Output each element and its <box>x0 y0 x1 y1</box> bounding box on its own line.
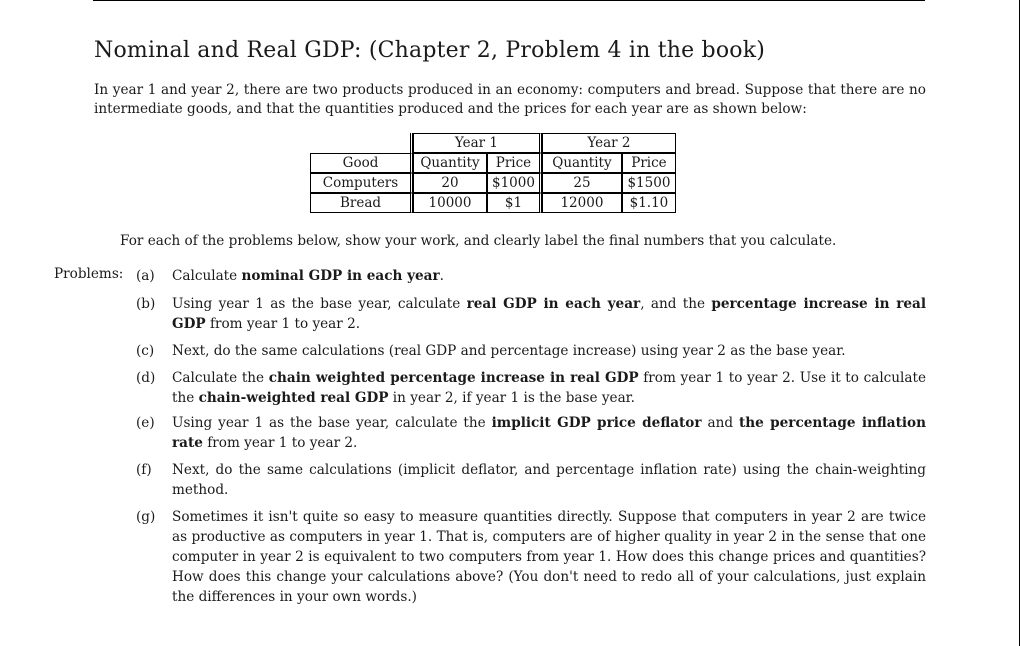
col-header-price-y2: Price <box>622 153 676 173</box>
problem-marker: (a) <box>136 268 155 284</box>
cell-quantity-y1: 10000 <box>413 193 487 213</box>
year-1-header: Year 1 <box>413 133 542 153</box>
col-header-quantity-y1: Quantity <box>413 153 487 173</box>
problem-g <box>136 507 926 607</box>
table-row <box>310 173 676 193</box>
cell-quantity-y1: 20 <box>413 173 487 193</box>
problem-text: Next, do the same calculations (implicit deflator, and percentage inflation rate) using the chain-weighting method. <box>172 462 926 498</box>
cell-price-y2: $1500 <box>622 173 676 193</box>
intro-paragraph: In year 1 and year 2, there are two products produced in an economy: computers and bread. Suppose that there are no intermediate goods, and that the quantities produced and the prices for each year are as shown below: <box>94 82 926 117</box>
problem-text: Calculate nominal GDP in each year. <box>172 268 444 284</box>
problem-marker: (d) <box>136 370 156 386</box>
problem-c <box>136 341 926 361</box>
table-column-header-row <box>310 153 676 173</box>
cell-good: Computers <box>310 173 413 193</box>
cell-good: Bread <box>310 193 413 213</box>
cell-quantity-y2: 12000 <box>542 193 622 213</box>
table-corner-cell <box>310 133 413 153</box>
page-title: Nominal and Real GDP: (Chapter 2, Problem 4 in the book) <box>94 38 766 63</box>
problem-e <box>136 413 926 453</box>
problem-marker: (c) <box>136 343 155 359</box>
col-header-good: Good <box>310 153 413 173</box>
problem-b <box>136 294 926 334</box>
problem-text: Next, do the same calculations (real GDP and percentage increase) using year 2 as the base year. <box>172 343 846 359</box>
problem-d <box>136 368 926 408</box>
problems-label: Problems: <box>54 266 124 282</box>
cell-price-y2: $1.10 <box>622 193 676 213</box>
problem-a <box>136 266 926 286</box>
problem-f <box>136 460 926 500</box>
col-header-price-y1: Price <box>487 153 542 173</box>
cell-quantity-y2: 25 <box>542 173 622 193</box>
problem-marker: (b) <box>136 296 156 312</box>
top-page-rule <box>93 0 925 1</box>
year-2-header: Year 2 <box>542 133 676 153</box>
quantities-prices-table <box>310 133 676 213</box>
problem-marker: (f) <box>136 462 152 478</box>
cell-price-y1: $1 <box>487 193 542 213</box>
problem-marker: (g) <box>136 509 156 525</box>
col-header-quantity-y2: Quantity <box>542 153 622 173</box>
problem-text: Using year 1 as the base year, calculate the implicit GDP price deflator and the percentage inflation rate from year 1 to year 2. <box>172 415 926 451</box>
problem-text: Using year 1 as the base year, calculate real GDP in each year, and the percentage increase in real GDP from year 1 to year 2. <box>172 296 927 332</box>
table-row <box>310 193 676 213</box>
problem-text: Sometimes it isn't quite so easy to measure quantities directly. Suppose that computers in year 2 are twice as productive as computers in year 1. That is, computers are of higher quality in year 2 in the sense that one computer in year 2 is equivalent to two computers from year 1. How does this change prices and quantities? How does this change your calculations above? (You don't need to redo all of your calculations, just explain the differences in your own words.) <box>172 509 926 605</box>
problem-text: Calculate the chain weighted percentage increase in real GDP from year 1 to year 2. Use it to calculate the chain-weighted real GDP in year 2, if year 1 is the base year. <box>172 370 927 406</box>
instruction-text: For each of the problems below, show your work, and clearly label the final numbers that you calculate. <box>120 233 837 249</box>
problem-marker: (e) <box>136 415 155 431</box>
cell-price-y1: $1000 <box>487 173 542 193</box>
table-year-header-row <box>310 133 676 153</box>
